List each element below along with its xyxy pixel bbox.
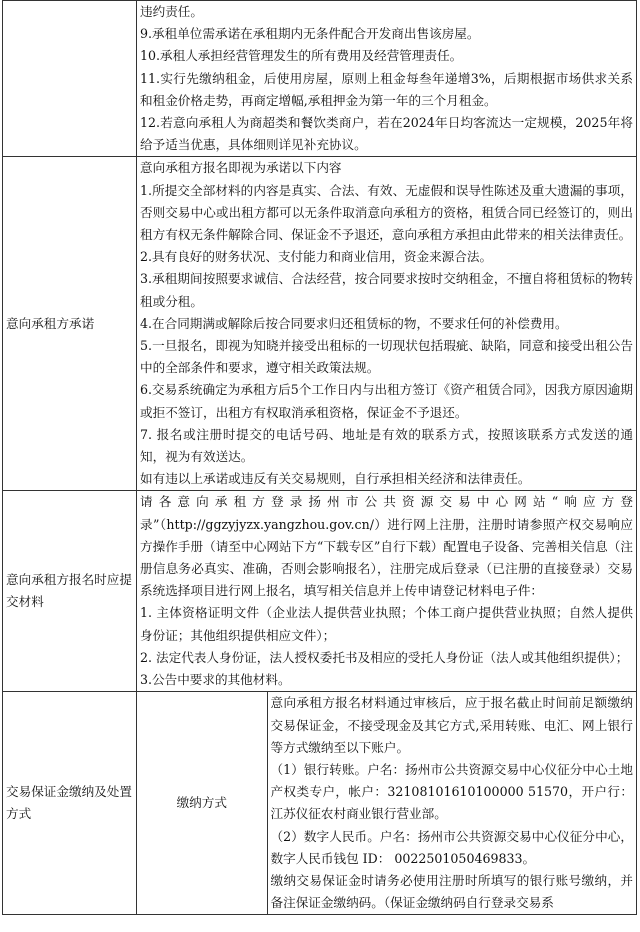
materials-content-cell	[137, 491, 637, 692]
commitment-line: 5.一旦报名，即视为知晓并接受出租标的一切现状包括瑕疵、缺陷，同意和接受出租公告中的全部条件和要求，遵守相关政策法规。	[140, 338, 633, 376]
table-row-materials	[3, 491, 637, 692]
deposit-label: 交易保证金缴纳及处置方式	[3, 692, 137, 915]
terms-label-cell	[3, 1, 137, 157]
commitment-content-cell	[137, 157, 637, 491]
commitment-line: 如有违以上承诺或违反有关交易规则，自行承担相关经济和法律责任。	[140, 471, 531, 487]
terms-line: 10.承租人承担经营管理发生的所有费用及经营管理责任。	[140, 48, 463, 64]
payment-method-content	[267, 692, 636, 914]
materials-line: 请各意向承租方登录扬州市公共资源交易中心网站“响应方登录”（http://ggzyjyzx.yangzhou.gov.cn/）进行网上注册，注册时请参照产权交易响应方操作手册（请至中心网站下方“下载专区”自行下载）配置电子设备、完善相关信息（注册信息务必真实、准确，否则会影响报名），注册完成后登录（已注册的直接登录）交易系统选择项目进行网上报名，填写相关信息并上传申请登记材料电子件：	[140, 494, 633, 599]
commitment-line: 1.所提交全部材料的内容是真实、合法、有效、无虚假和误导性陈述及重大遗漏的事项，否则交易中心或出租方都可以无条件取消意向承租方的资格，租赁合同已经签订的，则出租方有权无条件解除合同、保证金不予退还，意向承租方承担由此带来的相关法律责任。	[140, 182, 633, 243]
terms-line: 11.实行先缴纳租金，后使用房屋，原则上租金每叁年递增3%，后期根据市场供求关系和租金价格走势，再商定增幅,承租押金为第一年的三个月租金。	[140, 70, 633, 108]
table-row-commitment	[3, 157, 637, 491]
materials-label: 意向承租方报名时应提交材料	[3, 491, 137, 692]
deposit-line: 意向承租方报名材料通过审核后，应于报名截止时间前足额缴纳交易保证金，不接受现金及其它方式,采用转账、电汇、网上银行等方式缴纳至以下账户。	[270, 695, 633, 755]
announcement-table	[2, 0, 637, 915]
terms-line: 违约责任。	[140, 4, 203, 19]
commitment-line: 意向承租方报名即视为承诺以下内容	[140, 160, 342, 176]
payment-method-label: 缴纳方式	[137, 692, 267, 914]
materials-line: 3.公告中要求的其他材料。	[140, 672, 291, 688]
commitment-line: 7. 报名或注册时提交的电话号码、地址是有效的联系方式，按照该联系方式发送的通知，视为有效送达。	[140, 426, 633, 465]
materials-line: 1. 主体资格证明文件（企业法人提供营业执照；个体工商户提供营业执照；自然人提供身份证；其他组织提供相应文件）；	[140, 605, 633, 643]
terms-line: 12.若意向承租人为商超类和餐饮类商户，若在2024年日均客流达一定规模，2025年将给予适当优惠，具体细则详见补充协议。	[140, 115, 633, 153]
deposit-subtable	[137, 692, 636, 914]
commitment-line: 4.在合同期满或解除后按合同要求归还租赁标的物，不要求任何的补偿费用。	[140, 315, 568, 331]
table-row-terms	[3, 1, 637, 157]
deposit-content-cell	[137, 692, 637, 915]
table-row-deposit	[3, 692, 637, 915]
materials-line: 2. 法定代表人身份证，法人授权委托书及相应的受托人身份证（法人或其他组织提供）；	[140, 649, 629, 665]
commitment-line: 3.承租期间按照要求诚信、合法经营，按合同要求按时交纳租金，不擅自将租赁标的物转租或分租。	[140, 271, 633, 309]
commitment-label: 意向承租方承诺	[3, 157, 137, 491]
terms-content-cell	[137, 1, 637, 157]
deposit-line: （2）数字人民币。户名：扬州市公共资源交易中心仪征分中心，数字人民币钱包 ID： 0022501050469833。	[270, 828, 633, 866]
deposit-line: 缴纳交易保证金时请务必使用注册时所填写的银行账号缴纳，并备注保证金缴纳码。（保证金缴纳码自行登录交易系	[270, 872, 633, 911]
commitment-line: 2.具有良好的财务状况、支付能力和商业信用，资金来源合法。	[140, 249, 493, 265]
terms-line: 9.承租单位需承诺在承租期内无条件配合开发商出售该房屋。	[140, 26, 480, 42]
deposit-line: （1）银行转账。户名：扬州市公共资源交易中心仪征分中心土地产权类专户，帐户：32108101610100000 51570，开户行：江苏仪征农村商业银行营业部。	[270, 761, 633, 822]
commitment-line: 6.交易系统确定为承租方后5个工作日内与出租方签订《资产租赁合同》，因我方原因逾期或拒不签订，出租方有权取消承租资格，保证金不予退还。	[140, 382, 633, 420]
